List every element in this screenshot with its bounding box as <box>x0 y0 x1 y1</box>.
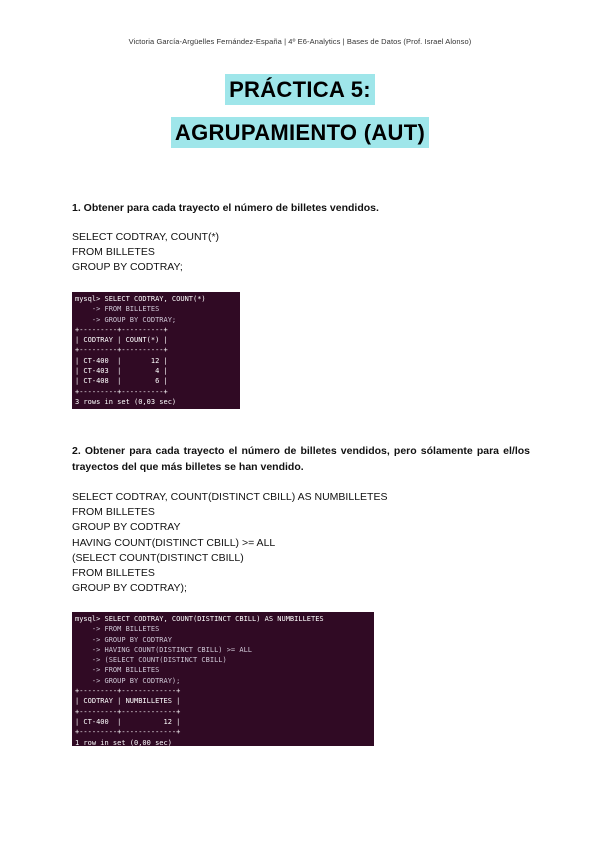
terminal-line: -> FROM BILLETES <box>75 305 160 314</box>
sql-line: FROM BILLETES <box>72 246 155 259</box>
terminal-line: -> FROM BILLETES <box>75 625 160 634</box>
sql-line: FROM BILLETES <box>72 567 155 580</box>
terminal-line: +---------+-------------+ <box>75 728 181 737</box>
terminal-line: -> GROUP BY CODTRAY; <box>75 315 177 324</box>
terminal-line: | CODTRAY | COUNT(*) | <box>75 336 168 345</box>
terminal-line: -> FROM BILLETES <box>75 666 160 675</box>
terminal-line: +---------+----------+ <box>75 325 168 334</box>
sql-line: FROM BILLETES <box>72 506 155 519</box>
terminal-line: +---------+-------------+ <box>75 687 181 696</box>
terminal-line: 3 rows in set (0,03 sec) <box>75 397 177 406</box>
page-header: Victoria García-Argüelles Fernández-España | 4º E6-Analytics | Bases de Datos (Prof. Israel Alonso) <box>128 37 472 46</box>
terminal-line: | CT-408 | 6 | <box>75 377 168 386</box>
terminal-line: -> GROUP BY CODTRAY); <box>75 676 181 685</box>
terminal-line: +---------+-------------+ <box>75 707 181 716</box>
sql-line: GROUP BY CODTRAY; <box>72 261 183 274</box>
page-title-line-2: AGRUPAMIENTO (AUT) <box>171 117 429 148</box>
terminal-line: -> HAVING COUNT(DISTINCT CBILL) >= ALL <box>75 645 253 654</box>
page-title-line-1: PRÁCTICA 5: <box>225 74 375 105</box>
terminal-line: +---------+----------+ <box>75 387 168 396</box>
sql-block-2 <box>72 490 387 596</box>
sql-line: HAVING COUNT(DISTINCT CBILL) >= ALL <box>72 536 276 549</box>
sql-line: SELECT CODTRAY, COUNT(DISTINCT CBILL) AS NUMBILLETES <box>72 491 388 503</box>
terminal-screenshot-2 <box>72 612 374 746</box>
sql-line: GROUP BY CODTRAY <box>72 521 181 534</box>
sql-line: GROUP BY CODTRAY); <box>72 582 187 595</box>
question-2: 2. Obtener para cada trayecto el número de billetes vendidos, pero sólamente para el/los trayectos del que más billetes se han vendido. <box>72 445 530 473</box>
terminal-line: | CT-403 | 4 | <box>75 367 168 376</box>
terminal-line: 1 row in set (0,00 sec) <box>75 738 172 746</box>
sql-line: SELECT CODTRAY, COUNT(*) <box>72 231 220 243</box>
terminal-line: mysql> SELECT CODTRAY, COUNT(*) <box>75 295 206 303</box>
sql-block-1 <box>72 230 219 276</box>
terminal-line: | CT-400 | 12 | <box>75 356 168 365</box>
terminal-line: -> GROUP BY CODTRAY <box>75 635 172 644</box>
title-line-2-wrap <box>0 117 600 148</box>
terminal-line: | CODTRAY | NUMBILLETES | <box>75 697 181 706</box>
terminal-line: +---------+----------+ <box>75 346 168 355</box>
terminal-line: -> (SELECT COUNT(DISTINCT CBILL) <box>75 656 227 665</box>
terminal-line: | CT-400 | 12 | <box>75 717 181 726</box>
terminal-screenshot-1 <box>72 292 240 409</box>
sql-line: (SELECT COUNT(DISTINCT CBILL) <box>72 551 244 564</box>
question-1: 1. Obtener para cada trayecto el número de billetes vendidos. <box>72 202 379 214</box>
terminal-line: mysql> SELECT CODTRAY, COUNT(DISTINCT CBILL) AS NUMBILLETES <box>75 615 324 623</box>
title-line-1-wrap <box>0 74 600 105</box>
